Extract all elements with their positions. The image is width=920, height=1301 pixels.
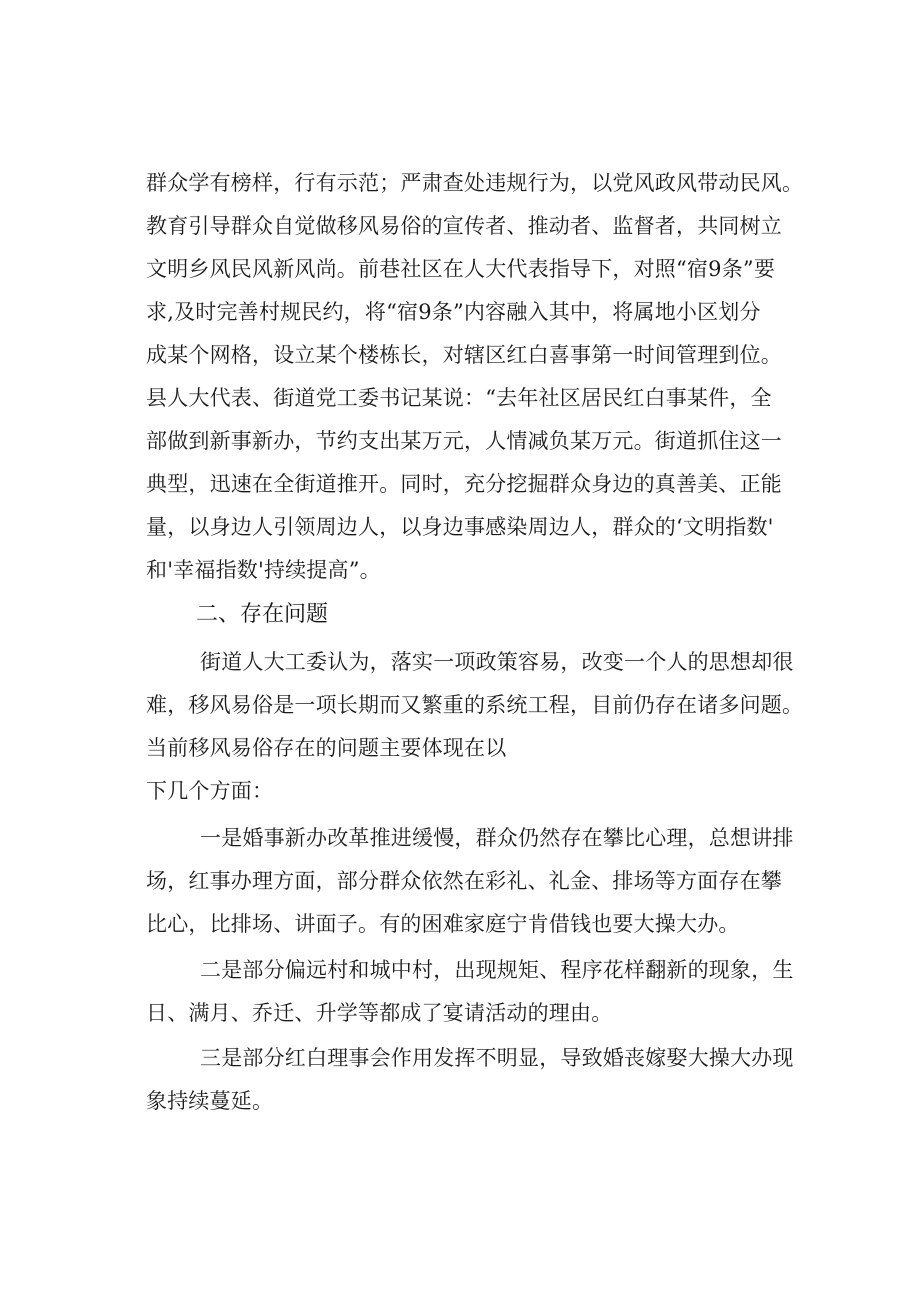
paragraph-line: 当前移风易俗存在的问题主要体现在以 (146, 736, 507, 760)
paragraph-line: 二是部分偏远村和城中村，出现规矩、程序花样翻新的现象，生 (200, 958, 794, 982)
paragraph-line: 文明乡风民风新风尚。前巷社区在人大代表指导下，对照“宿9条”要 (146, 257, 776, 281)
paragraph-line: 部做到新事新办，节约支出某万元，人情减负某万元。街道抓住这一 (146, 429, 782, 453)
paragraph-line: 下几个方面： (146, 779, 274, 803)
paragraph-line: 比心，比排场、讲面子。有的困难家庭宁肯借钱也要大操大办。 (146, 912, 740, 936)
paragraph-line: 教育引导群众自觉做移风易俗的宣传者、推动者、监督者，共同树立 (146, 214, 782, 238)
paragraph-line: 日、满月、乔迁、升学等都成了宴请活动的理由。 (146, 1001, 613, 1025)
paragraph-line: 县人大代表、街道党工委书记某说：“去年社区居民红白事某件，全 (146, 386, 772, 410)
paragraph-line: 三是部分红白理事会作用发挥不明显，导致婚丧嫁娶大操大办现 (200, 1046, 794, 1070)
paragraph-line: 一是婚事新办改革推进缓慢，群众仍然存在攀比心理，总想讲排 (200, 826, 794, 850)
section-heading: 二、存在问题 (196, 602, 329, 627)
paragraph-line: 量，以身边人引领周边人，以身边事感染周边人，群众的‘文明指数' (146, 515, 774, 539)
paragraph-line: 成某个网格，设立某个楼栋长，对辖区红白喜事第一时间管理到位。 (146, 343, 782, 367)
paragraph-line: 难，移风易俗是一项长期而又繁重的系统工程，目前仍存在诸多问题。 (146, 693, 804, 717)
paragraph-line: 街道人大工委认为，落实一项政策容易，改变一个人的思想却很 (200, 650, 794, 674)
paragraph-line: 场，红事办理方面，部分群众依然在彩礼、礼金、排场等方面存在攀 (146, 869, 782, 893)
paragraph-line: 典型，迅速在全街道推开。同时，充分挖掘群众身边的真善美、正能 (146, 472, 782, 496)
paragraph-line: 群众学有榜样，行有示范；严肃查处违规行为，以党风政风带动民风。 (146, 171, 804, 195)
paragraph-line: 求,及时完善村规民约，将“宿9条”内容融入其中，将属地小区划分 (146, 300, 761, 324)
paragraph-line: 和'幸福指数'持续提高”。 (146, 558, 381, 582)
paragraph-line: 象持续蔓延。 (146, 1089, 274, 1113)
